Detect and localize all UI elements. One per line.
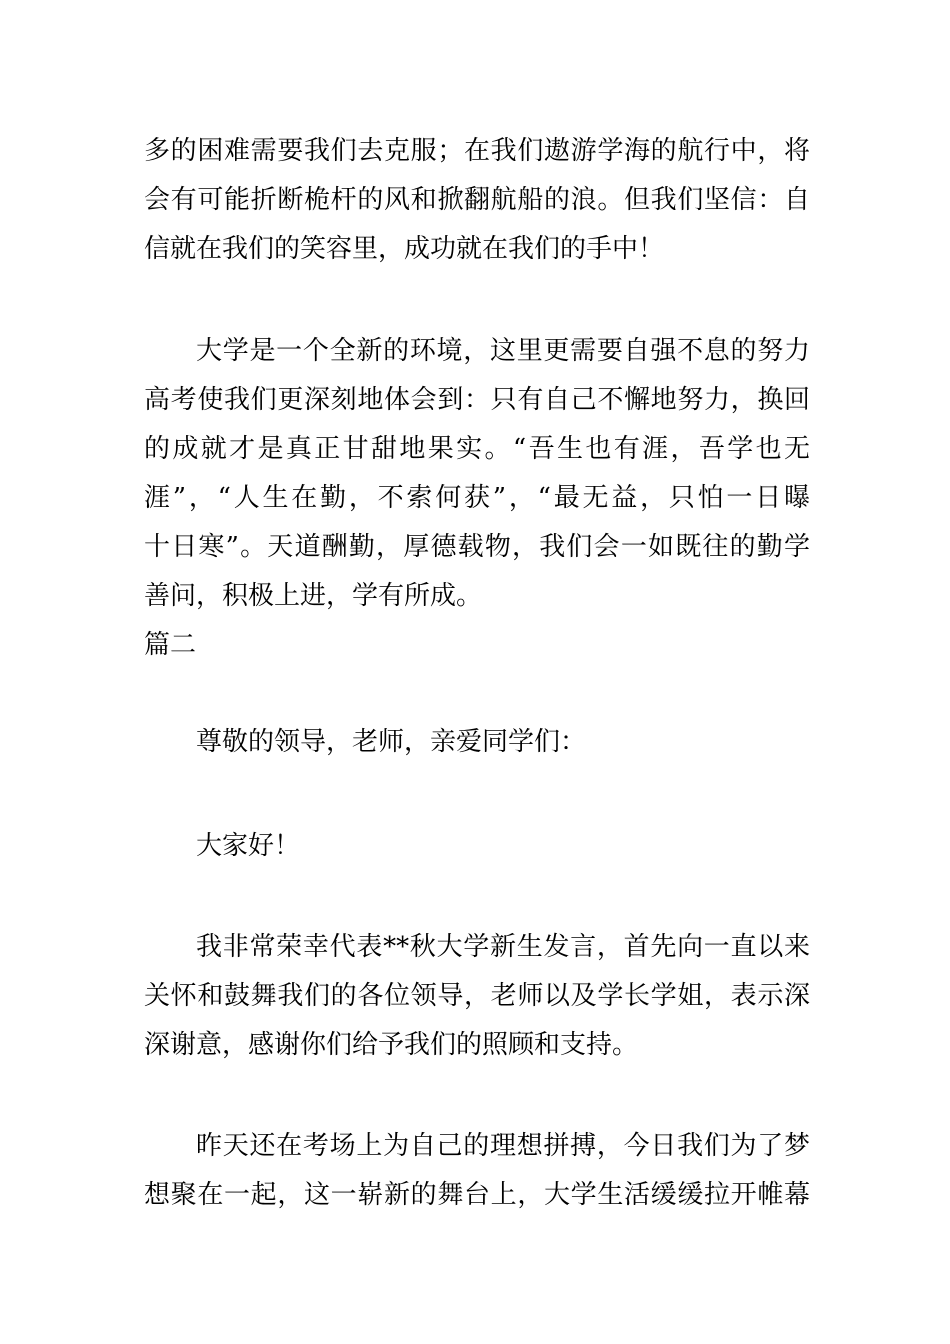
paragraph-first-line: 大学是一个全新的环境，这里更需要自强不息的努力 <box>196 336 810 366</box>
text-line: 信就在我们的笑容里，成功就在我们的手中！ <box>144 234 665 264</box>
greeting: 大家好！ <box>196 831 301 861</box>
text-line: 关怀和鼓舞我们的各位领导，老师以及学长学姐，表示深 <box>144 981 810 1011</box>
paragraph-first-line: 我非常荣幸代表**秋大学新生发言，首先向一直以来 <box>196 932 810 962</box>
text-line: 想聚在一起，这一崭新的舞台上，大学生活缓缓拉开帷幕 <box>144 1180 810 1210</box>
text-line: 会有可能折断桅杆的风和掀翻航船的浪。但我们坚信：自 <box>144 185 810 215</box>
text-line: 的成就才是真正甘甜地果实。“吾生也有涯，吾学也无 <box>144 434 810 464</box>
section-heading: 篇二 <box>144 630 197 660</box>
salutation: 尊敬的领导，老师，亲爱同学们： <box>196 727 587 757</box>
text-line: 高考使我们更深刻地体会到：只有自己不懈地努力，换回 <box>144 385 810 415</box>
text-line: 十日寒”。天道酬勤，厚德载物，我们会一如既往的勤学 <box>144 532 810 562</box>
text-line: 多的困难需要我们去克服；在我们遨游学海的航行中，将 <box>144 136 810 166</box>
text-line: 深谢意，感谢你们给予我们的照顾和支持。 <box>144 1030 639 1060</box>
text-line: 善问，积极上进，学有所成。 <box>144 581 483 611</box>
text-line: 涯”，“人生在勤，不索何获”，“最无益，只怕一日曝 <box>144 483 810 513</box>
paragraph-first-line: 昨天还在考场上为自己的理想拼搏，今日我们为了梦 <box>196 1131 810 1161</box>
